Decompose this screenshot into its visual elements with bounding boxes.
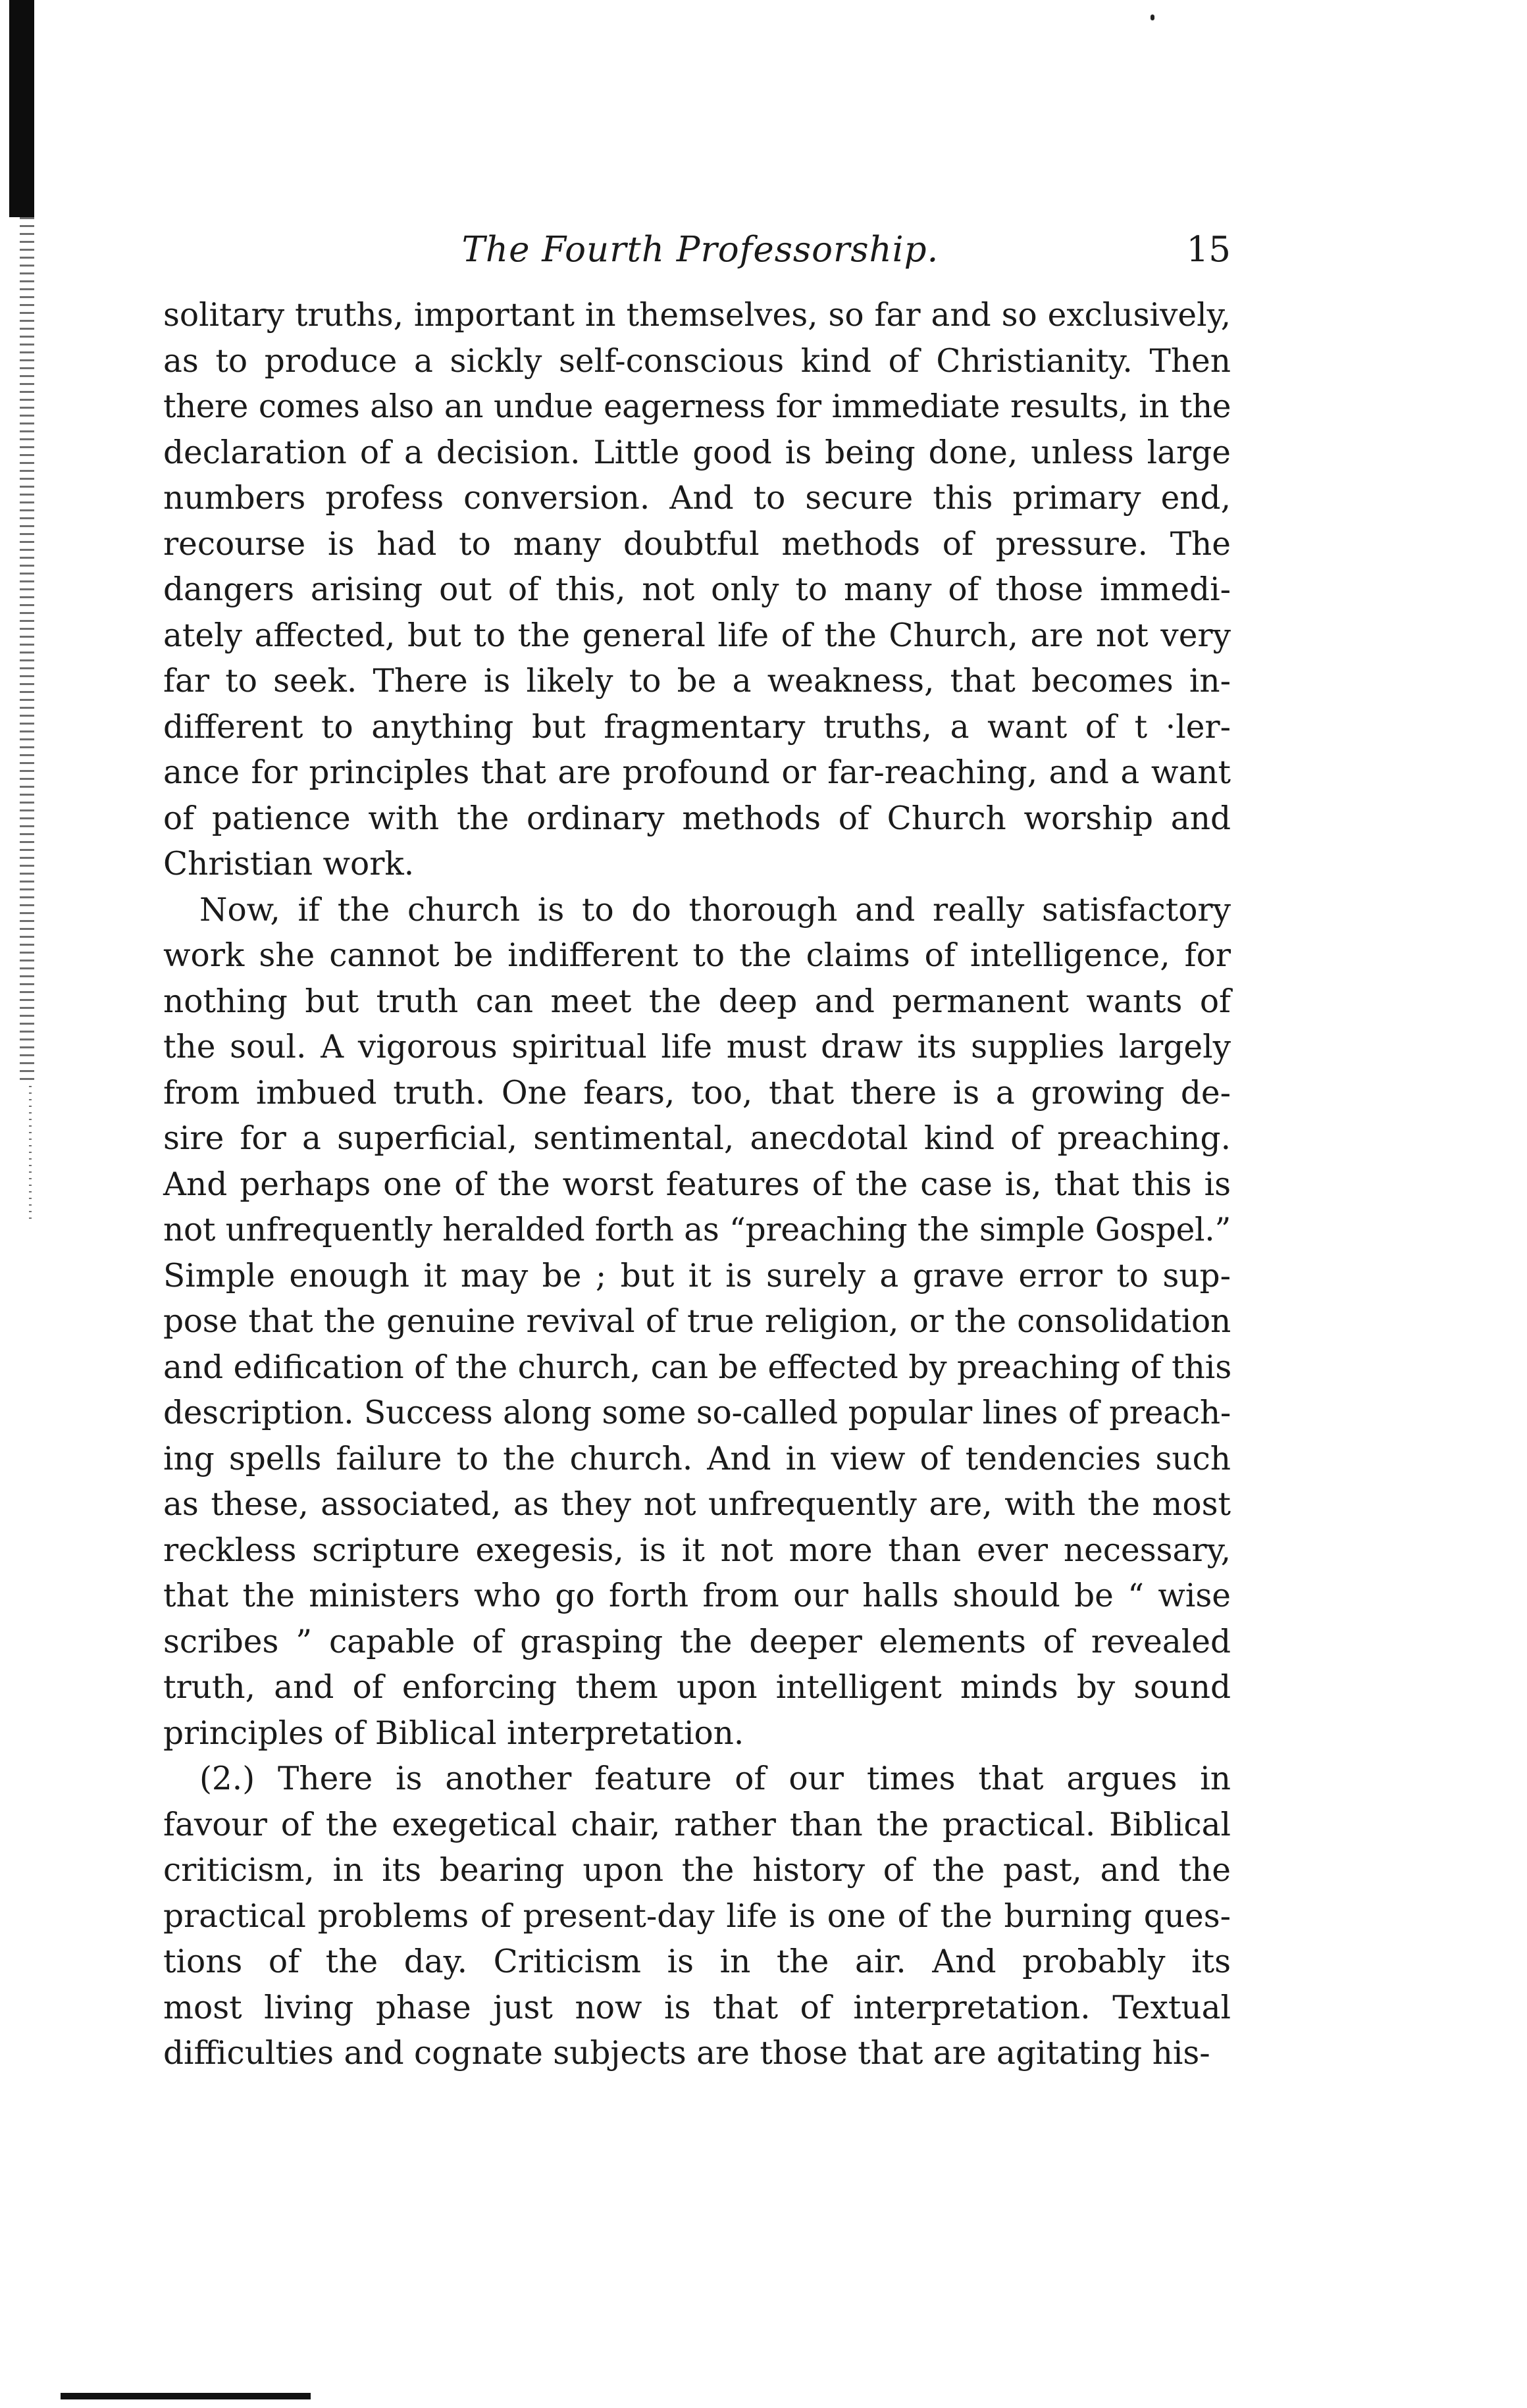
text-line: far to seek. There is likely to be a weakness, that becomes in-: [163, 663, 1231, 700]
text-line: truth, and of enforcing them upon intelligent minds by sound: [163, 1669, 1231, 1706]
text-line: as these, associated, as they not unfrequently are, with the most: [163, 1486, 1231, 1523]
page-number: 15: [1186, 230, 1231, 270]
text-line: pose that the genuine revival of true religion, or the consolidation: [163, 1303, 1231, 1340]
text-line: difficulties and cognate subjects are those that are agitating his-: [163, 2035, 1210, 2072]
paragraph: [163, 293, 1231, 888]
text-line: ately affected, but to the general life of the Church, are not very: [163, 617, 1231, 654]
text-line: different to anything but fragmentary truths, a want of t ·ler-: [163, 708, 1231, 746]
text-line: numbers profess conversion. And to secure this primary end,: [163, 480, 1231, 517]
text-line: And perhaps one of the worst features of the case is, that this is: [163, 1166, 1231, 1203]
paragraph: [163, 888, 1231, 1757]
text-line: and edification of the church, can be effected by preaching of this: [163, 1348, 1232, 1386]
text-line: solitary truths, important in themselves, so far and so exclusively,: [163, 297, 1231, 334]
text-line: reckless scripture exegesis, is it not more than ever necessary,: [163, 1531, 1231, 1569]
text-line: criticism, in its bearing upon the history of the past, and the: [163, 1852, 1231, 1889]
running-head: [170, 227, 1231, 273]
text-line: principles of Biblical interpretation.: [163, 1714, 744, 1752]
body-text: [163, 293, 1231, 2077]
text-line: nothing but truth can meet the deep and permanent wants of: [163, 983, 1231, 1020]
text-line: that the ministers who go forth from our halls should be “ wise: [163, 1577, 1231, 1614]
text-line: Now, if the church is to do thorough and really satisfactory: [199, 891, 1231, 929]
text-line: work she cannot be indifferent to the claims of intelligence, for: [163, 937, 1231, 974]
text-line: ing spells failure to the church. And in view of tendencies such: [163, 1440, 1231, 1477]
text-line: description. Success along some so-called popular lines of preach-: [163, 1395, 1231, 1431]
text-line: Christian work.: [163, 846, 415, 883]
text-line: favour of the exegetical chair, rather than the practical. Biblical: [163, 1806, 1231, 1843]
scan-speck: [1151, 14, 1154, 20]
text-line: sire for a superficial, sentimental, anecdotal kind of preaching.: [163, 1120, 1231, 1157]
binding-edge-shadow: [9, 0, 34, 217]
text-line: (2.) There is another feature of our times that argues in: [199, 1760, 1231, 1797]
text-line: not unfrequently heralded forth as “preaching the simple Gospel.”: [163, 1212, 1231, 1248]
text-line: there comes also an undue eagerness for immediate results, in the: [163, 388, 1231, 425]
running-title: The Fourth Professorship.: [461, 230, 939, 270]
text-line: as to produce a sickly self-conscious kind of Christianity. Then: [163, 342, 1231, 380]
bottom-edge-shadow: [61, 2393, 311, 2399]
text-line: scribes ” capable of grasping the deeper elements of revealed: [163, 1623, 1231, 1660]
text-line: ance for principles that are profound or far-reaching, and a want: [163, 754, 1231, 791]
text-line: of patience with the ordinary methods of Church worship and: [163, 800, 1231, 837]
text-line: dangers arising out of this, not only to many of those immedi-: [163, 571, 1231, 608]
binding-edge-mark: [29, 1086, 32, 1224]
text-line: declaration of a decision. Little good is being done, unless large: [163, 434, 1231, 471]
text-line: the soul. A vigorous spiritual life must draw its supplies largely: [163, 1029, 1231, 1065]
text-line: tions of the day. Criticism is in the air. And probably its: [163, 1943, 1231, 1980]
binding-edge-speckle: [20, 217, 34, 1086]
text-line: Simple enough it may be ; but it is surely a grave error to sup-: [163, 1257, 1231, 1294]
text-line: practical problems of present-day life is one of the burning ques-: [163, 1897, 1231, 1935]
paragraph: [163, 1756, 1231, 2077]
text-line: recourse is had to many doubtful methods of pressure. The: [163, 525, 1231, 563]
text-line: from imbued truth. One fears, too, that there is a growing de-: [163, 1074, 1231, 1112]
text-line: most living phase just now is that of interpretation. Textual: [163, 1989, 1231, 2026]
